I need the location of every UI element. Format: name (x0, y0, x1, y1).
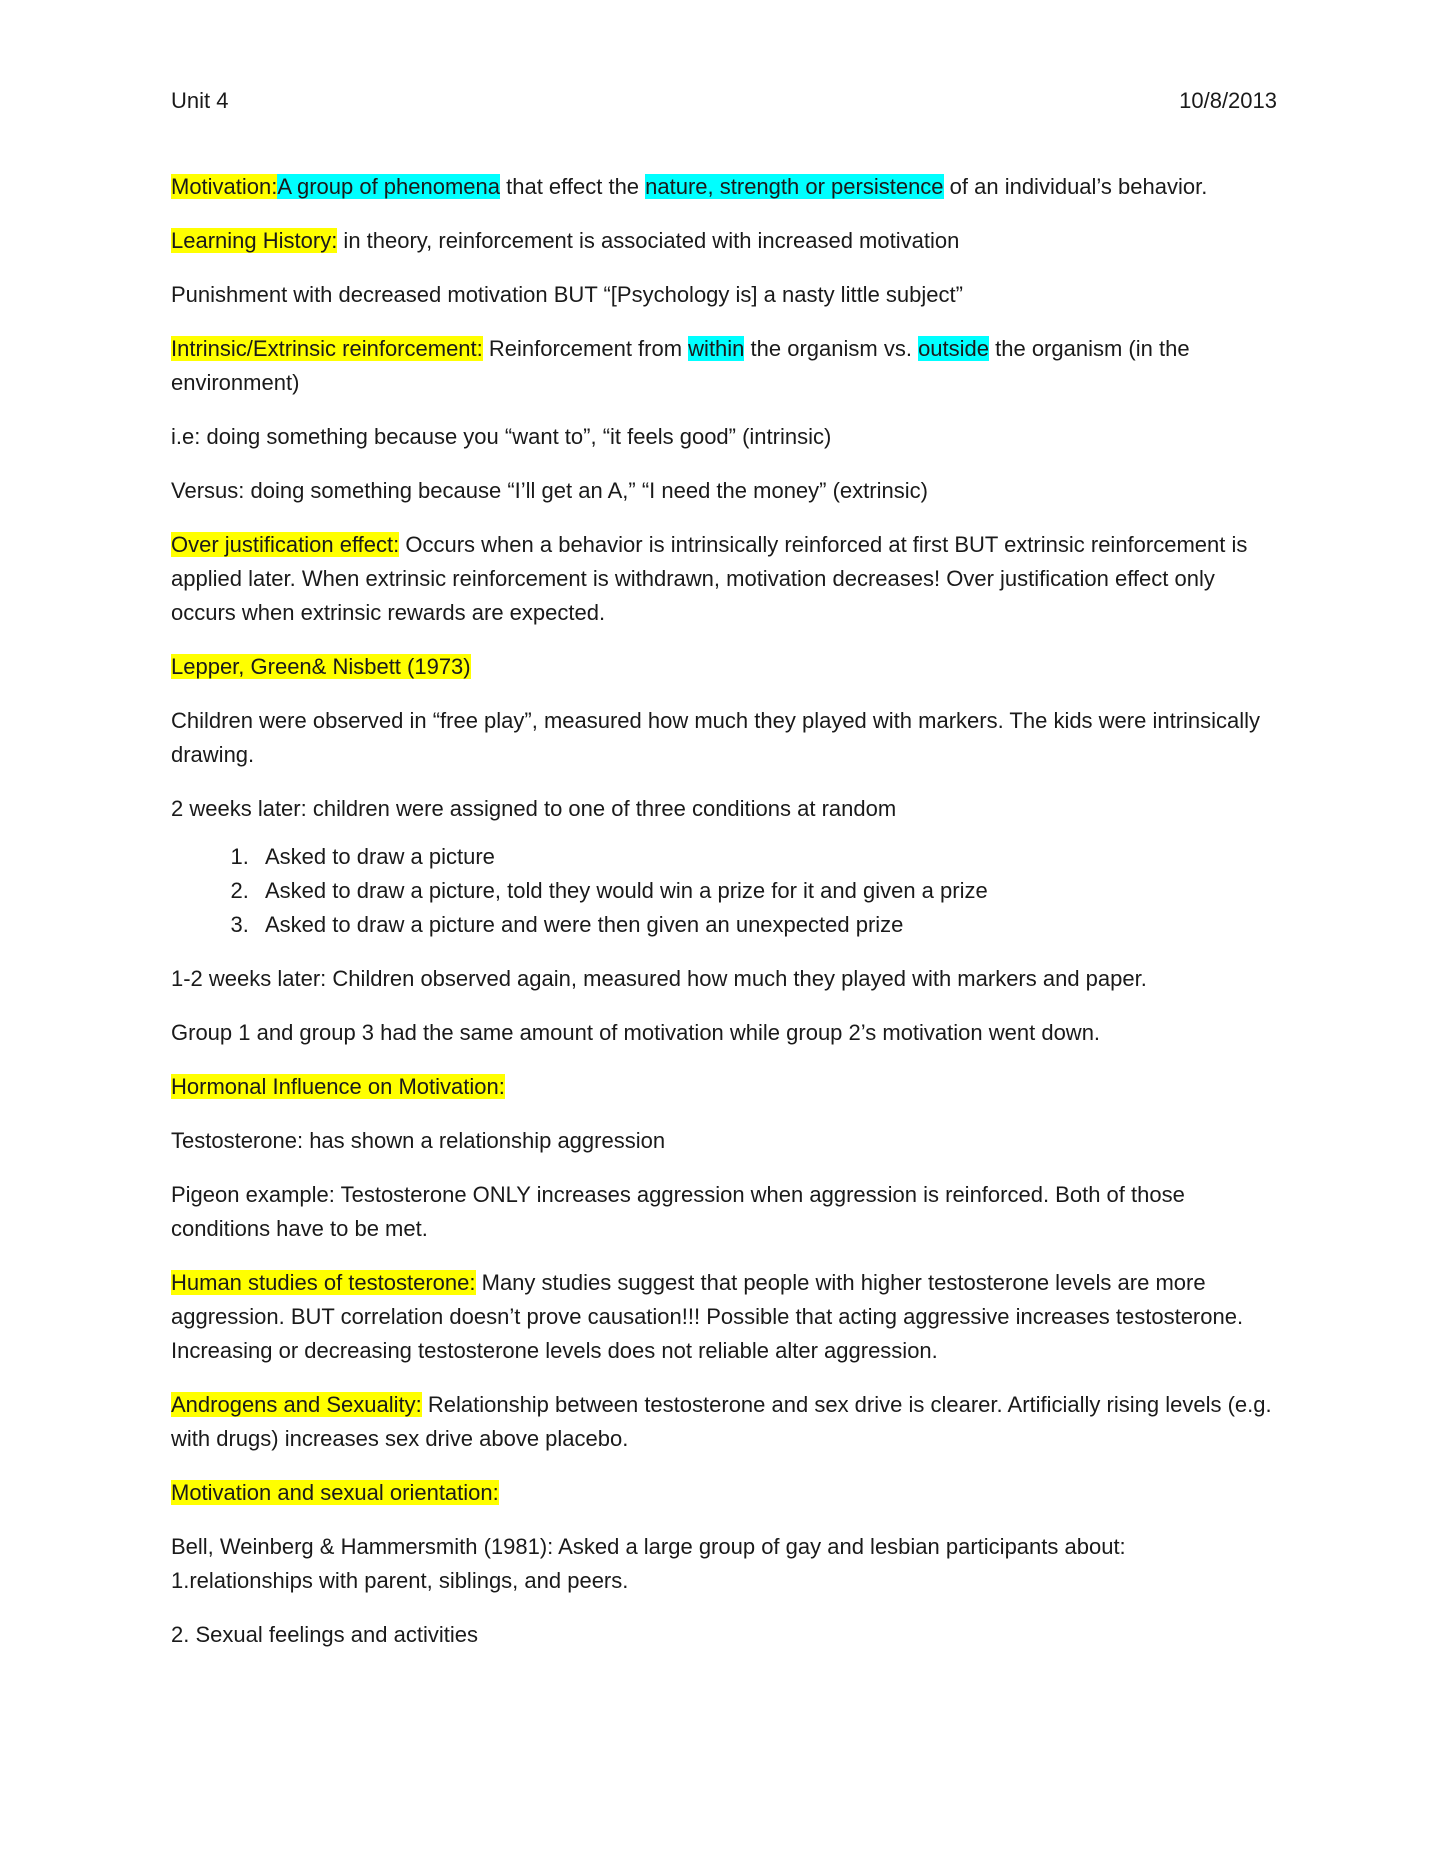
paragraph-sexual-feelings: 2. Sexual feelings and activities (171, 1622, 478, 1647)
phrase-highlight: A group of phenomena (277, 174, 501, 199)
text: Relationship between testosterone and sex drive is clearer. Artificially rising levels (e.g. with drugs) increases sex drive above placebo. (171, 1392, 1272, 1451)
paragraph-motivation (171, 170, 1277, 204)
term-highlight: Androgens and Sexuality: (171, 1392, 422, 1417)
conditions-list (171, 840, 1277, 942)
paragraph-over-justification (171, 528, 1277, 630)
text: Many studies suggest that people with higher testosterone levels are more aggression. BUT correlation doesn’t prove causation!!! Possible that acting aggressive increases testosterone. Increasing or decreasing testosterone levels does not reliable alter aggression. (171, 1270, 1244, 1363)
paragraph-human-studies (171, 1266, 1277, 1368)
term-highlight: Human studies of testosterone: (171, 1270, 476, 1295)
text: Reinforcement from (482, 336, 689, 361)
paragraph-intrinsic-example: i.e: doing something because you “want to”, “it feels good” (intrinsic) (171, 424, 832, 449)
paragraph-sexual-orientation (171, 1476, 1277, 1510)
paragraph-bell-study (171, 1530, 1277, 1598)
header-unit: Unit 4 (171, 88, 229, 113)
text: 1.relationships with parent, siblings, and peers. (171, 1568, 629, 1593)
term-highlight: Motivation: (171, 174, 278, 199)
paragraph-observed-again: 1-2 weeks later: Children observed again, measured how much they played with markers and paper. (171, 966, 1147, 991)
term-highlight: Motivation and sexual orientation: (171, 1480, 499, 1505)
paragraph-androgens (171, 1388, 1277, 1456)
list-item: 1. Asked to draw a picture (255, 840, 1277, 874)
text: Bell, Weinberg & Hammersmith (1981): Asked a large group of gay and lesbian participants about: (171, 1534, 1126, 1559)
term-highlight: Hormonal Influence on Motivation: (171, 1074, 505, 1099)
term-highlight: Lepper, Green& Nisbett (1973) (171, 654, 471, 679)
list-item: 2. Asked to draw a picture, told they would win a prize for it and given a prize (255, 874, 1277, 908)
paragraph-lepper-study (171, 650, 1277, 684)
term-highlight: Intrinsic/Extrinsic reinforcement: (171, 336, 483, 361)
phrase-highlight: nature, strength or persistence (645, 174, 944, 199)
paragraph-testosterone: Testosterone: has shown a relationship aggression (171, 1128, 666, 1153)
term-highlight: Over justification effect: (171, 532, 400, 557)
text: in theory, reinforcement is associated with increased motivation (337, 228, 960, 253)
notes-body (171, 170, 1277, 1672)
paragraph-free-play: Children were observed in “free play”, measured how much they played with markers. The kids were intrinsically drawing. (171, 708, 1261, 767)
paragraph-punishment: Punishment with decreased motivation BUT “[Psychology is] a nasty little subject” (171, 282, 963, 307)
phrase-highlight: within (688, 336, 745, 361)
paragraph-group-result: Group 1 and group 3 had the same amount of motivation while group 2’s motivation went down. (171, 1020, 1101, 1045)
list-item: 3. Asked to draw a picture and were then given an unexpected prize (255, 908, 1277, 942)
paragraph-hormonal (171, 1070, 1277, 1104)
phrase-highlight: outside (918, 336, 990, 361)
text: that effect the (500, 174, 646, 199)
page-header (171, 86, 1277, 116)
paragraph-extrinsic-example: Versus: doing something because “I’ll get an A,” “I need the money” (extrinsic) (171, 478, 928, 503)
header-date: 10/8/2013 (1179, 88, 1277, 113)
paragraph-intrinsic-extrinsic (171, 332, 1277, 400)
paragraph-two-weeks: 2 weeks later: children were assigned to one of three conditions at random (171, 796, 897, 821)
text: the organism vs. (744, 336, 919, 361)
text: Occurs when a behavior is intrinsically reinforced at first BUT extrinsic reinforcement is applied later. When extrinsic reinforcement is withdrawn, motivation decreases! Over justification effect only occurs when extrinsic rewards are expected. (171, 532, 1248, 625)
text: the organism (in the environment) (171, 336, 1190, 395)
paragraph-learning-history (171, 224, 1277, 258)
paragraph-pigeon: Pigeon example: Testosterone ONLY increases aggression when aggression is reinforced. Both of those conditions have to be met. (171, 1182, 1185, 1241)
text: of an individual’s behavior. (943, 174, 1208, 199)
term-highlight: Learning History: (171, 228, 338, 253)
